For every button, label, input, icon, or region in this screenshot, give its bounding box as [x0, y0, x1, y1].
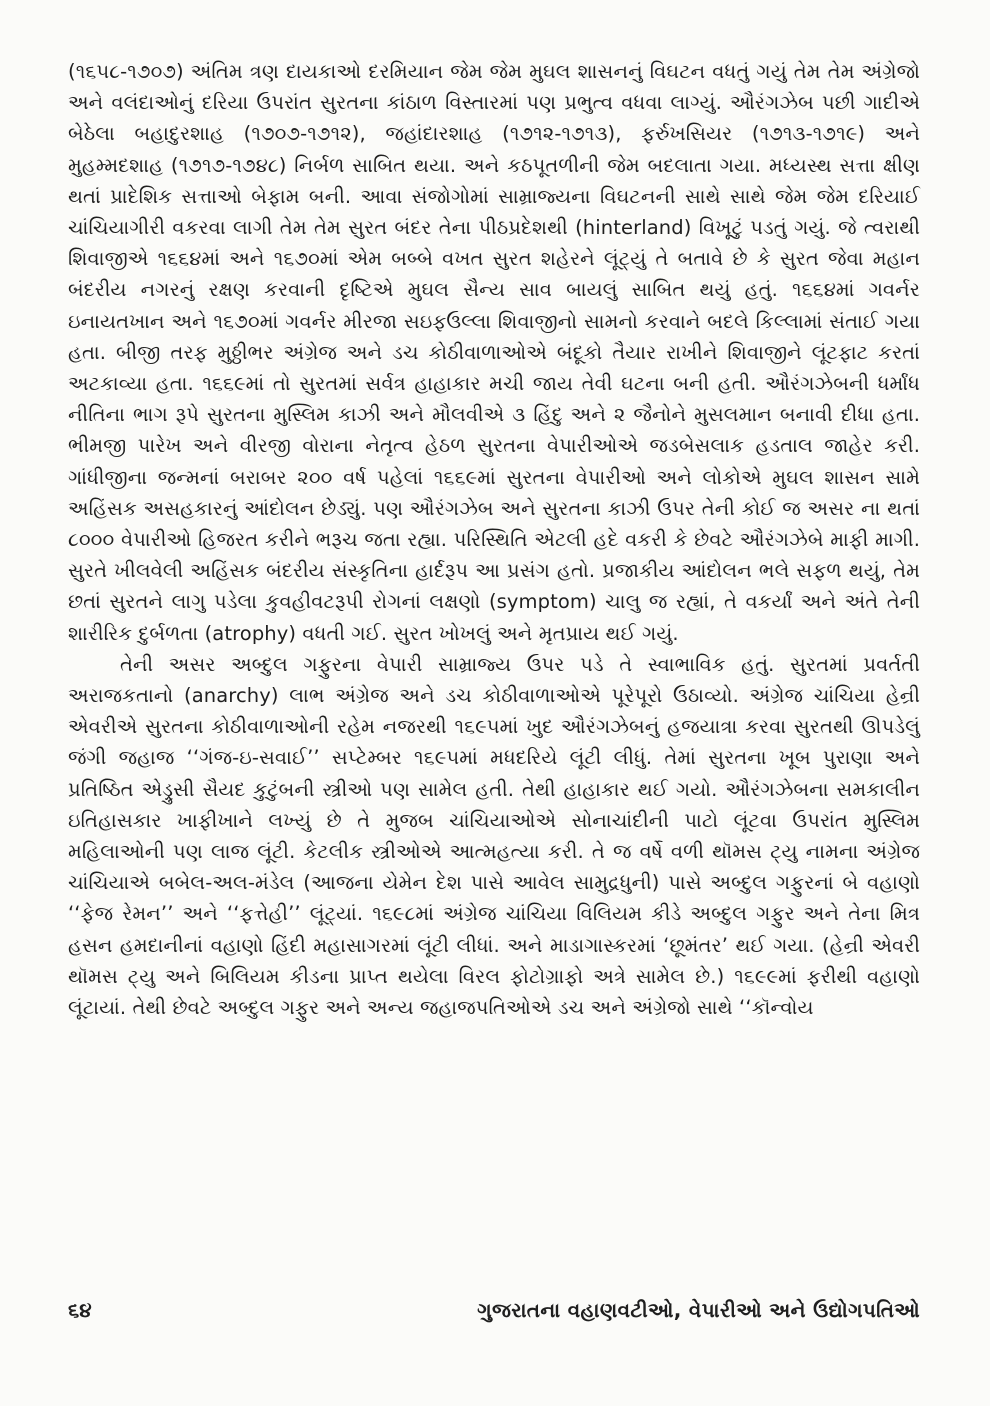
paragraph-1: (૧૬૫૮-૧૭૦૭) અંતિમ ત્રણ દાયકાઓ દરમિયાન જેમ જેમ મુઘલ શાસનનું વિઘટન વધતું ગયું તેમ તેમ અંગ્રેજો અને વલંદાઓનું દરિયા ઉપરાંત સુરતના કાંઠાળ વિસ્તારમાં પણ પ્રભુત્વ વધવા લાગ્યું. ઔરંગઝેબ પછી ગાદીએ બેઠેલા બહાદુરશાહ (૧૭૦૭-૧૭૧૨), જહાંદારશાહ (૧૭૧૨-૧૭૧૩), ફર્રુખસિયર (૧૭૧૩-૧૭૧૯) અને મુહમ્મદશાહ (૧૭૧૭-૧૭૪૮) નિર્બળ સાબિત થયા. અને કઠપૂતળીની જેમ બદલાતા ગયા. મધ્યસ્થ સત્તા ક્ષીણ થતાં પ્રાદેશિક સત્તાઓ બેફામ બની. આવા સંજોગોમાં સામ્રાજ્યના વિઘટનની સાથે સાથે જેમ જેમ દરિયાઈ ચાંચિયાગીરી વકરવા લાગી તેમ તેમ સુરત બંદર તેના પીઠપ્રદેશથી (hinterland) વિખૂટું પડતું ગયું. જે ત્વરાથી શિવાજીએ ૧૬૬૪માં અને ૧૬૭૦માં એમ બબ્બે વખત સુરત શહેરને લૂંટ્યું તે બતાવે છે કે સુરત જેવા મહાન બંદરીય નગરનું રક્ષણ કરવાની દૃષ્ટિએ મુઘલ સૈન્ય સાવ બાયલું સાબિત થયું હતું. ૧૬૬૪માં ગવર્નર ઇનાયતખાન અને ૧૬૭૦માં ગવર્નર મીરજા સઇફઉલ્લા શિવાજીનો સામનો કરવાને બદલે કિલ્લામાં સંતાઈ ગયા હતા. બીજી તરફ મુઠ્ઠીભર અંગ્રેજ અને ડચ કોઠીવાળાઓએ બંદૂકો તૈયાર રાખીને શિવાજીને લૂંટફાટ કરતાં અટકાવ્યા હતા. ૧૬૬૯માં તો સુરતમાં સર્વત્ર હાહાકાર મચી જાય તેવી ઘટના બની હતી. ઔરંગઝેબની ધર્માંધ નીતિના ભાગ રૂપે સુરતના મુસ્લિમ કાઝી અને મૌલવીએ ૩ હિંદુ અને ૨ જૈનોને મુસલમાન બનાવી દીધા હતા. ભીમજી પારેખ અને વીરજી વોરાના નેતૃત્વ હેઠળ સુરતના વેપારીઓએ જડબેસલાક હડતાલ જાહેર કરી. ગાંધીજીના જન્મનાં બરાબર ૨૦૦ વર્ષ પહેલાં ૧૬૬૯માં સુરતના વેપારીઓ અને લોકોએ મુઘલ શાસન સામે અહિંસક અસહકારનું આંદોલન છેડ્યું. પણ ઔરંગઝેબ અને સુરતના કાઝી ઉપર તેની કોઈ જ અસર ના થતાં ૮૦૦૦ વેપારીઓ હિજરત કરીને ભરૂચ જતા રહ્યા. પરિસ્થિતિ એટલી હદે વકરી કે છેવટે ઔરંગઝેબે માફી માગી. સુરતે ખીલવેલી અહિંસક બંદરીય સંસ્કૃતિના હાર્દરૂપ આ પ્રસંગ હતો. પ્રજાકીય આંદોલન ભલે સફળ થયું, તેમ છતાં સુરતને લાગુ પડેલા કુવહીવટરૂપી રોગનાં લક્ષણો (symptom) ચાલુ જ રહ્યાં, તે વકર્યાં અને અંતે તેની શારીરિક દુર્બળતા (atrophy) વધતી ગઈ. સુરત ખોખલું અને મૃતપ્રાય થઈ ગયું. — [68, 60, 920, 645]
paragraph-2: તેની અસર અબ્દુલ ગફુરના વેપારી સામ્રાજ્ય ઉપર પડે તે સ્વાભાવિક હતું. સુરતમાં પ્રવર્તતી અરાજકતાનો (anarchy) લાભ અંગ્રેજ અને ડચ કોઠીવાળાઓએ પૂરેપૂરો ઉઠાવ્યો. અંગ્રેજ ચાંચિયા હેન્રી એવરીએ સુરતના કોઠીવાળાઓની રહેમ નજરથી ૧૬૯૫માં ખુદ ઔરંગઝેબનું હજયાત્રા કરવા સુરતથી ઊપડેલું જંગી જહાજ ‘‘ગંજ-ઇ-સવાઈ’’ સપ્ટેમ્બર ૧૬૯૫માં મધદરિયે લૂંટી લીધું. તેમાં સુરતના ખૂબ પુરાણા અને પ્રતિષ્ઠિત એડ્રુસી સૈયદ કુટુંબની સ્ત્રીઓ પણ સામેલ હતી. તેથી હાહાકાર થઈ ગયો. ઔરંગઝેબના સમકાલીન ઇતિહાસકાર ખાફીખાને લખ્યું છે તે મુજબ ચાંચિયાઓએ સોનાચાંદીની પાટો લૂંટવા ઉપરાંત મુસ્લિમ મહિલાઓની પણ લાજ લૂંટી. કેટલીક સ્ત્રીઓએ આત્મહત્યા કરી. તે જ વર્ષે વળી થૉમસ ટ્યુ નામના અંગ્રેજ ચાંચિયાએ બબેલ-અલ-મંડેલ (આજના યેમેન દેશ પાસે આવેલ સામુદ્રધુની) પાસે અબ્દુલ ગફુરનાં બે વહાણો ‘‘ફેજ રેમન’’ અને ‘‘ફત્તેહી’’ લૂંટ્યાં. ૧૬૯૮માં અંગ્રેજ ચાંચિયા વિલિયમ કીડે અબ્દુલ ગફુર અને તેના મિત્ર હસન હમદાનીનાં વહાણો હિંદી મહાસાગરમાં લૂંટી લીધાં. અને માડાગાસ્કરમાં ‘છૂમંતર’ થઈ ગયા. (હેન્રી એવરી થૉમસ ટ્યુ અને બિલિયમ કીડના પ્રાપ્ત થયેલા વિરલ ફોટોગ્રાફો અત્રે સામેલ છે.) ૧૬૯૯માં ફરીથી વહાણો લૂંટાયાં. તેથી છેવટે અબ્દુલ ગફુર અને અન્ય જહાજપતિઓએ ડચ અને અંગ્રેજો સાથે ‘‘કૉન્વોય — [68, 652, 920, 1020]
running-title: ગુજરાતના વહાણવટીઓ, વેપારીઓ અને ઉદ્યોગપતિઓ — [477, 1298, 920, 1322]
body-text — [68, 56, 920, 1023]
page-number: ૬૪ — [68, 1298, 92, 1322]
page-footer — [68, 1298, 920, 1334]
